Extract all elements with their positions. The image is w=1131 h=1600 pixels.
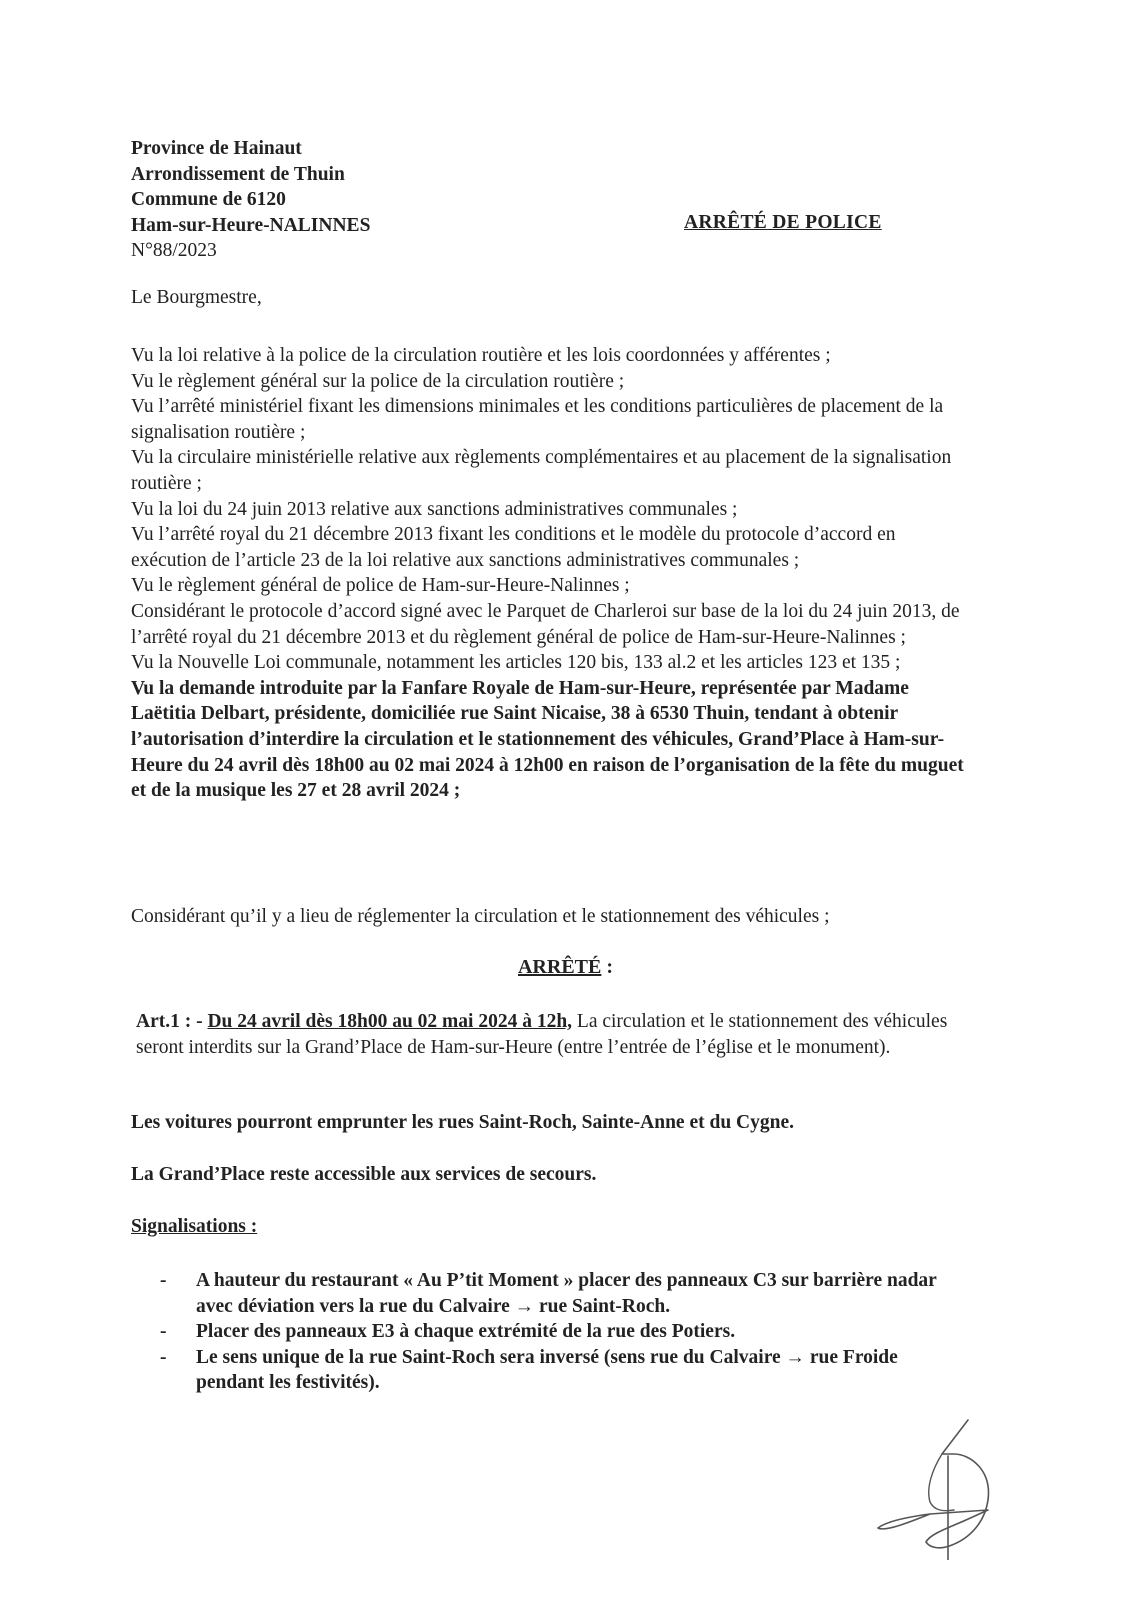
issuer-commune: Commune de 6120 <box>131 189 286 210</box>
dash-bullet: - <box>160 1270 167 1291</box>
greeting: Le Bourgmestre, <box>131 287 262 308</box>
recital: Vu la loi du 24 juin 2013 relative aux sanctions administratives communales ; <box>131 498 738 520</box>
issuer-municipality: Ham-sur-Heure-NALINNES <box>131 214 371 236</box>
issuer-block <box>131 136 370 264</box>
dash-bullet: - <box>160 1321 167 1343</box>
article-1-dates: Du 24 avril dès 18h00 au 02 mai 2024 à 12h, <box>207 1011 573 1032</box>
signage-item <box>160 1268 960 1319</box>
signage-item-text: A hauteur du restaurant « Au P’tit Moment » placer des panneaux C3 sur barrière nadar avec déviation vers la rue du Calvaire → rue Saint-Roch. <box>196 1270 937 1317</box>
signage-item <box>160 1319 960 1345</box>
recital: Vu la loi relative à la police de la circulation routière et les lois coordonnées y afférentes ; <box>131 345 831 366</box>
issuer-district: Arrondissement de Thuin <box>131 163 345 185</box>
recital: Vu le règlement général de police de Ham-sur-Heure-Nalinnes ; <box>131 575 630 597</box>
handwritten-signature <box>870 1410 1000 1560</box>
recital: Vu la Nouvelle Loi communale, notamment les articles 120 bis, 133 al.2 et les articles 123 et 135 ; <box>131 652 901 674</box>
decree-heading-text: ARRÊTÉ <box>517 956 602 978</box>
decree-heading <box>0 956 1131 979</box>
decree-number: N°88/2023 <box>131 240 217 261</box>
dash-bullet: - <box>160 1346 167 1368</box>
signage-item-text: Placer des panneaux E3 à chaque extrémité de la rue des Potiers. <box>196 1321 736 1343</box>
considering-clause: Considérant qu’il y a lieu de réglementer la circulation et le stationnement des véhicules ; <box>131 906 830 927</box>
signage-item <box>160 1345 960 1396</box>
recital: Vu l’arrêté royal du 21 décembre 2013 fixant les conditions et le modèle du protocole d’accord en exécution de l’article 23 de la loi relative aux sanctions administratives communales ; <box>131 524 896 571</box>
recital: Vu le règlement général sur la police de la circulation routière ; <box>131 370 625 392</box>
detour-paragraph: Les voitures pourront emprunter les rues Saint-Roch, Sainte-Anne et du Cygne. <box>131 1112 795 1133</box>
issuer-province: Province de Hainaut <box>131 138 302 159</box>
article-1-label: Art.1 : - <box>136 1011 203 1032</box>
document-title: ARRÊTÉ DE POLICE <box>684 212 882 233</box>
recital: Vu l’arrêté ministériel fixant les dimensions minimales et les conditions particulières de placement de la signalisation routière ; <box>131 396 944 443</box>
decree-heading-colon: : <box>601 956 614 978</box>
signage-heading: Signalisations : <box>131 1216 258 1237</box>
signage-item-text: Le sens unique de la rue Saint-Roch sera inversé (sens rue du Calvaire → rue Froide pendant les festivités). <box>196 1346 898 1394</box>
article-1-text: La circulation et le stationnement des véhicules seront interdits sur la Grand’Place de Ham-sur-Heure (entre l’entrée de l’église et le monument). <box>136 1011 948 1058</box>
recital: Vu la circulaire ministérielle relative aux règlements complémentaires et au placement de la signalisation routière ; <box>131 447 952 494</box>
request-recital: Vu la demande introduite par la Fanfare Royale de Ham-sur-Heure, représentée par Madame Laëtitia Delbart, présidente, domiciliée rue Saint Nicaise, 38 à 6530 Thuin, tendant à obtenir l’autorisation d’interdire la circulation et le stationnement des véhicules, Grand’Place à Ham-sur-Heure du 24 avril dès 18h00 au 02 mai 2024 à 12h00 en raison de l’organisation de la fête du muguet et de la musique les 27 et 28 avril 2024 ; <box>131 677 964 802</box>
emergency-paragraph: La Grand’Place reste accessible aux services de secours. <box>131 1164 597 1185</box>
recital: Considérant le protocole d’accord signé avec le Parquet de Charleroi sur base de la loi du 24 juin 2013, de l’arrêté royal du 21 décembre 2013 et du règlement général de police de Ham-sur-Heure-Nalinnes ; <box>131 600 960 648</box>
recitals <box>131 343 971 804</box>
signage-list <box>160 1268 960 1396</box>
article-1 <box>136 1009 966 1060</box>
